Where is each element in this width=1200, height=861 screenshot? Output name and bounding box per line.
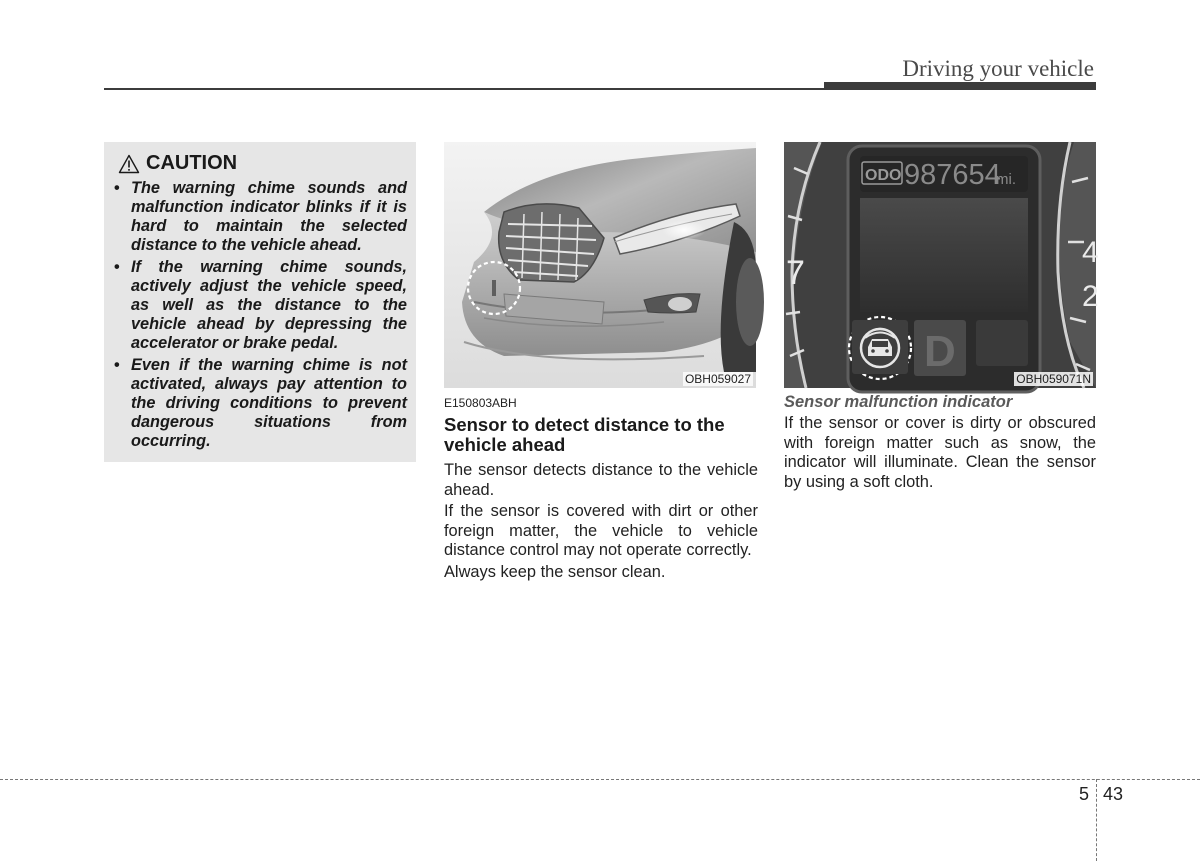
caution-box <box>104 142 416 462</box>
sensor-section <box>444 396 758 584</box>
section-paragraph: The sensor detects distance to the vehicle ahead. <box>444 461 758 499</box>
odometer-value: 987654 <box>904 159 1001 191</box>
chapter-number: 5 <box>1079 784 1090 804</box>
header-rule-accent <box>824 82 1096 90</box>
instrument-cluster-figure <box>784 142 1099 388</box>
caution-title: CAUTION <box>146 152 238 174</box>
car-front-illustration <box>444 142 756 388</box>
odometer-unit: mi. <box>996 171 1016 188</box>
caution-list <box>114 179 407 451</box>
footer-divider <box>0 779 1200 780</box>
caution-item: • Even if the warning chime is not activated, always pay attention to the driving conditions to prevent dangerous situations from occurring. <box>114 356 407 451</box>
car-front-figure <box>444 142 756 388</box>
figure-code: OBH059027 <box>684 372 751 386</box>
caution-item: • If the warning chime sounds, actively adjust the vehicle speed, as well as the distance to the vehicle ahead by depressing the accelerator or brake pedal. <box>114 258 407 353</box>
footer-divider-vertical <box>1096 779 1097 861</box>
header-rule <box>104 88 824 90</box>
indicator-paragraph: If the sensor or cover is dirty or obscured with foreign matter such as snow, the indicator will illuminate. Clean the sensor by using a soft cloth. <box>784 414 1096 491</box>
indicator-section <box>784 393 1096 494</box>
section-paragraph: If the sensor is covered with dirt or other foreign matter, the vehicle to vehicle distance control may not operate correctly. <box>444 502 758 559</box>
caution-header <box>118 152 407 175</box>
gear-indicator: D <box>924 327 956 376</box>
section-paragraph: Always keep the sensor clean. <box>444 562 666 581</box>
instrument-cluster-illustration <box>784 142 1099 388</box>
section-heading: Sensor to detect distance to the vehicle ahead <box>444 414 725 455</box>
gauge-right-number-top: 4 <box>1082 236 1099 269</box>
section-ref-code: E150803ABH <box>444 396 517 410</box>
figure-code: OBH059071N <box>1016 372 1091 386</box>
page-number: 43 <box>1103 784 1124 804</box>
gauge-right-number-bottom: 2 <box>1082 280 1099 313</box>
indicator-heading: Sensor malfunction indicator <box>784 393 1013 411</box>
gauge-left-number: 7 <box>786 254 805 292</box>
odometer-label: ODO <box>865 167 902 184</box>
warning-triangle-icon <box>118 154 140 174</box>
caution-item: • The warning chime sounds and malfunction indicator blinks if it is hard to maintain the selected distance to the vehicle ahead. <box>114 179 407 255</box>
header-title: Driving your vehicle <box>902 56 1094 81</box>
